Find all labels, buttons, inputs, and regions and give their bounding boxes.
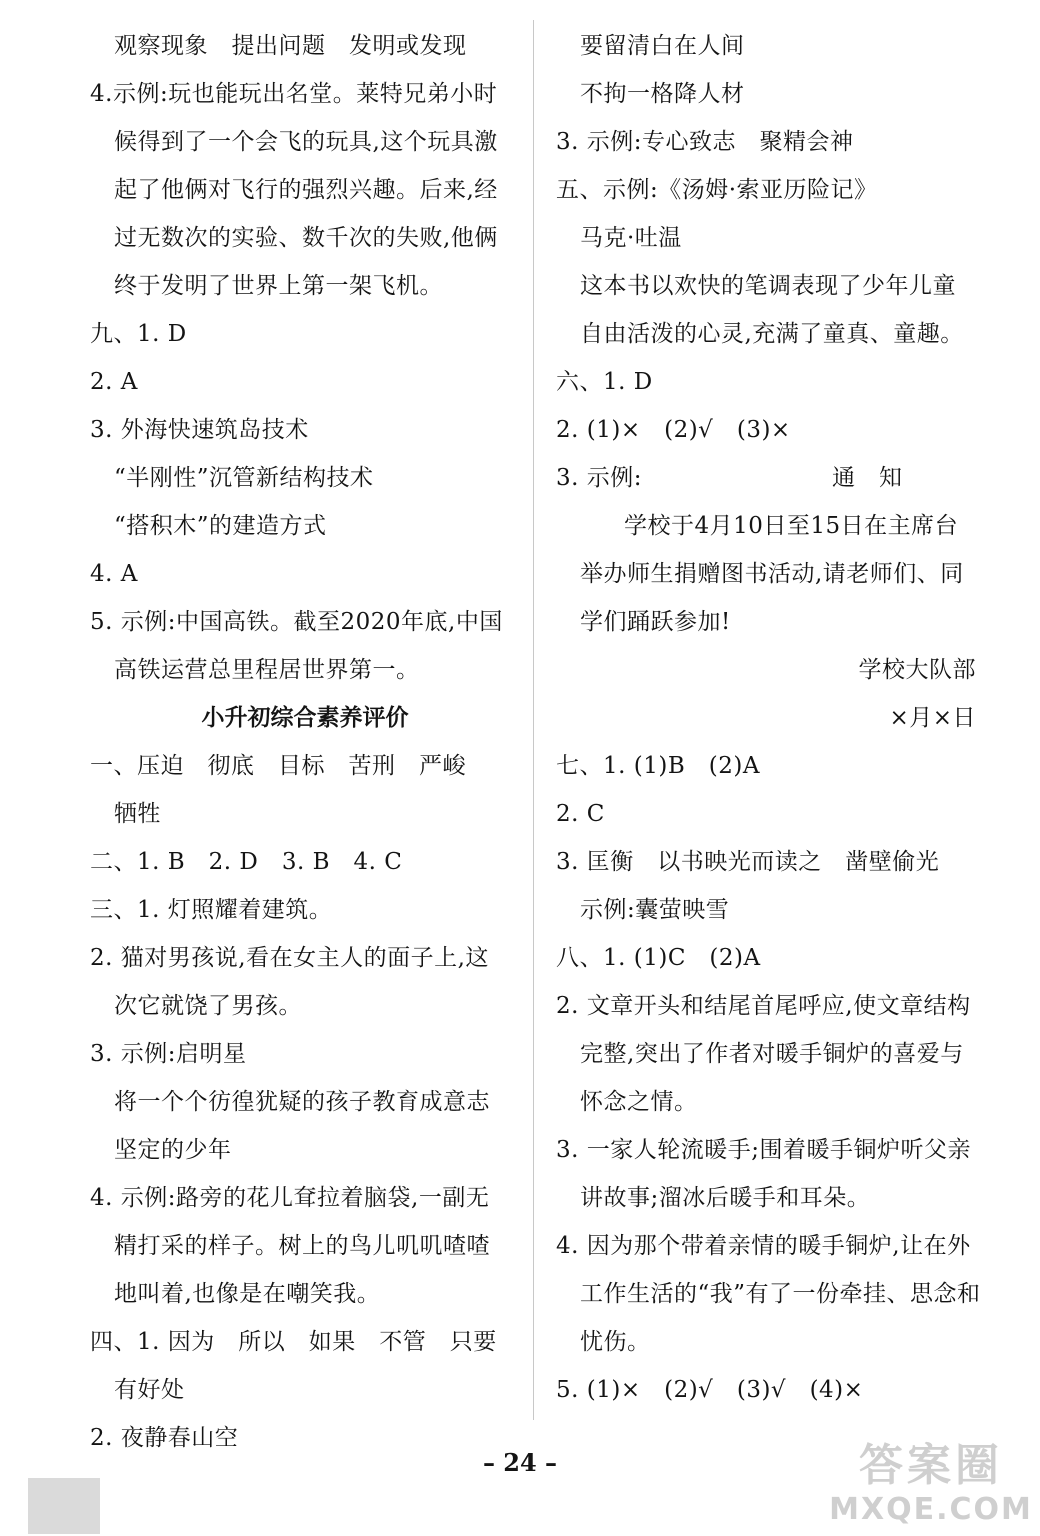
notice-body-line: 举办师生捐赠图书活动,请老师们、同 — [580, 561, 964, 587]
notice-body-line: 学校于4月10日至15日在主席台 — [624, 513, 959, 539]
answer-line: 2. (1)× (2)√ (3)× — [556, 417, 791, 443]
answer-line: 坚定的少年 — [114, 1137, 232, 1163]
answer-line: “搭积木”的建造方式 — [114, 513, 327, 539]
answer-line: 牺牲 — [114, 801, 161, 827]
section-title: 小升初综合素养评价 — [201, 705, 409, 731]
right-answer-list — [556, 22, 986, 454]
answer-line: 四、1. 因为 所以 如果 不管 只要 — [90, 1329, 497, 1355]
watermark-url: MXQE.COM — [829, 1492, 1033, 1527]
answer-line: 示例:囊萤映雪 — [580, 897, 730, 923]
answer-line: 5. 示例:中国高铁。截至2020年底,中国 — [90, 609, 503, 635]
answer-line: 怀念之情。 — [580, 1089, 698, 1115]
answer-line: 一、压迫 彻底 目标 苦刑 严峻 — [90, 753, 466, 779]
answer-line: 五、示例:《汤姆·索亚历险记》 — [556, 177, 878, 203]
answer-line: 2. 猫对男孩说,看在女主人的面子上,这 — [90, 945, 489, 971]
right-answer-list-continued — [556, 742, 986, 1414]
answer-line: 讲故事;溜冰后暖手和耳朵。 — [580, 1185, 871, 1211]
answer-line: 不拘一格降人材 — [580, 81, 745, 107]
answer-line: 次它就饶了男孩。 — [114, 993, 302, 1019]
left-answer-list — [90, 22, 520, 694]
answer-line: 精打采的样子。树上的鸟儿叽叽喳喳 — [114, 1233, 490, 1259]
notice-date: ×月×日 — [889, 705, 976, 731]
notice-signature: 学校大队部 — [858, 657, 976, 683]
answer-line: 3. 外海快速筑岛技术 — [90, 417, 309, 443]
answer-line: 4. 示例:路旁的花儿耷拉着脑袋,一副无 — [90, 1185, 490, 1211]
answer-line: 二、1. B 2. D 3. B 4. C — [90, 849, 403, 875]
answer-line: 要留清白在人间 — [580, 33, 745, 59]
left-column — [90, 22, 520, 1462]
answer-line: 忧伤。 — [580, 1329, 651, 1355]
answer-line: 七、1. (1)B (2)A — [556, 753, 760, 779]
column-divider — [533, 20, 534, 1420]
answer-line: 2. 夜静春山空 — [90, 1425, 239, 1451]
answer-line: 工作生活的“我”有了一份牵挂、思念和 — [580, 1281, 981, 1307]
answer-line: “半刚性”沉管新结构技术 — [114, 465, 374, 491]
answer-line: 过无数次的实验、数千次的失败,他俩 — [114, 225, 498, 251]
answer-line: 高铁运营总里程居世界第一。 — [114, 657, 420, 683]
answer-line: 起了他俩对飞行的强烈兴趣。后来,经 — [114, 177, 498, 203]
answer-line: 4. 因为那个带着亲情的暖手铜炉,让在外 — [556, 1233, 971, 1259]
answer-line: 5. (1)× (2)√ (3)√ (4)× — [556, 1377, 864, 1403]
answer-line: 马克·吐温 — [580, 225, 682, 251]
answer-line: 这本书以欢快的笔调表现了少年儿童 — [580, 273, 956, 299]
answer-line: 3. 匡衡 以书映光而读之 凿壁偷光 — [556, 849, 940, 875]
notice-heading-row — [556, 454, 986, 502]
answer-line: 3. 示例:启明星 — [90, 1041, 247, 1067]
answer-line: 将一个个彷徨犹疑的孩子教育成意志 — [114, 1089, 490, 1115]
answer-line: 八、1. (1)C (2)A — [556, 945, 761, 971]
answer-line: 有好处 — [114, 1377, 185, 1403]
answer-line: 2. A — [90, 369, 138, 395]
notice-block — [556, 454, 986, 742]
watermark-logo-text: 答案圈 — [859, 1440, 1003, 1491]
answer-line: 完整,突出了作者对暖手铜炉的喜爱与 — [580, 1041, 964, 1067]
answer-line: 3. 一家人轮流暖手;围着暖手铜炉听父亲 — [556, 1137, 972, 1163]
answer-line: 4.示例:玩也能玩出名堂。莱特兄弟小时 — [90, 81, 498, 107]
answer-line: 九、1. D — [90, 321, 187, 347]
answer-line: 观察现象 提出问题 发明或发现 — [114, 33, 467, 59]
answer-line: 候得到了一个会飞的玩具,这个玩具激 — [114, 129, 498, 155]
answer-line: 3. 示例:专心致志 聚精会神 — [556, 129, 854, 155]
answer-line: 2. 文章开头和结尾首尾呼应,使文章结构 — [556, 993, 971, 1019]
right-column — [556, 22, 986, 1414]
notice-label: 3. 示例: — [556, 465, 643, 491]
answer-line: 三、1. 灯照耀着建筑。 — [90, 897, 333, 923]
page-number: – 24 – — [482, 1448, 558, 1477]
answer-line: 4. A — [90, 561, 138, 587]
answer-line: 六、1. D — [556, 369, 653, 395]
answer-line: 自由活泼的心灵,充满了童真、童趣。 — [580, 321, 964, 347]
corner-scan-mark — [28, 1478, 100, 1534]
site-watermark — [826, 1440, 1036, 1534]
answer-line: 地叫着,也像是在嘲笑我。 — [114, 1281, 381, 1307]
notice-body-line: 学们踊跃参加! — [580, 609, 731, 635]
answer-line: 终于发明了世界上第一架飞机。 — [114, 273, 443, 299]
left-answer-list-continued — [90, 742, 520, 1462]
answer-line: 2. C — [556, 801, 605, 827]
notice-title: 通知 — [832, 465, 927, 491]
